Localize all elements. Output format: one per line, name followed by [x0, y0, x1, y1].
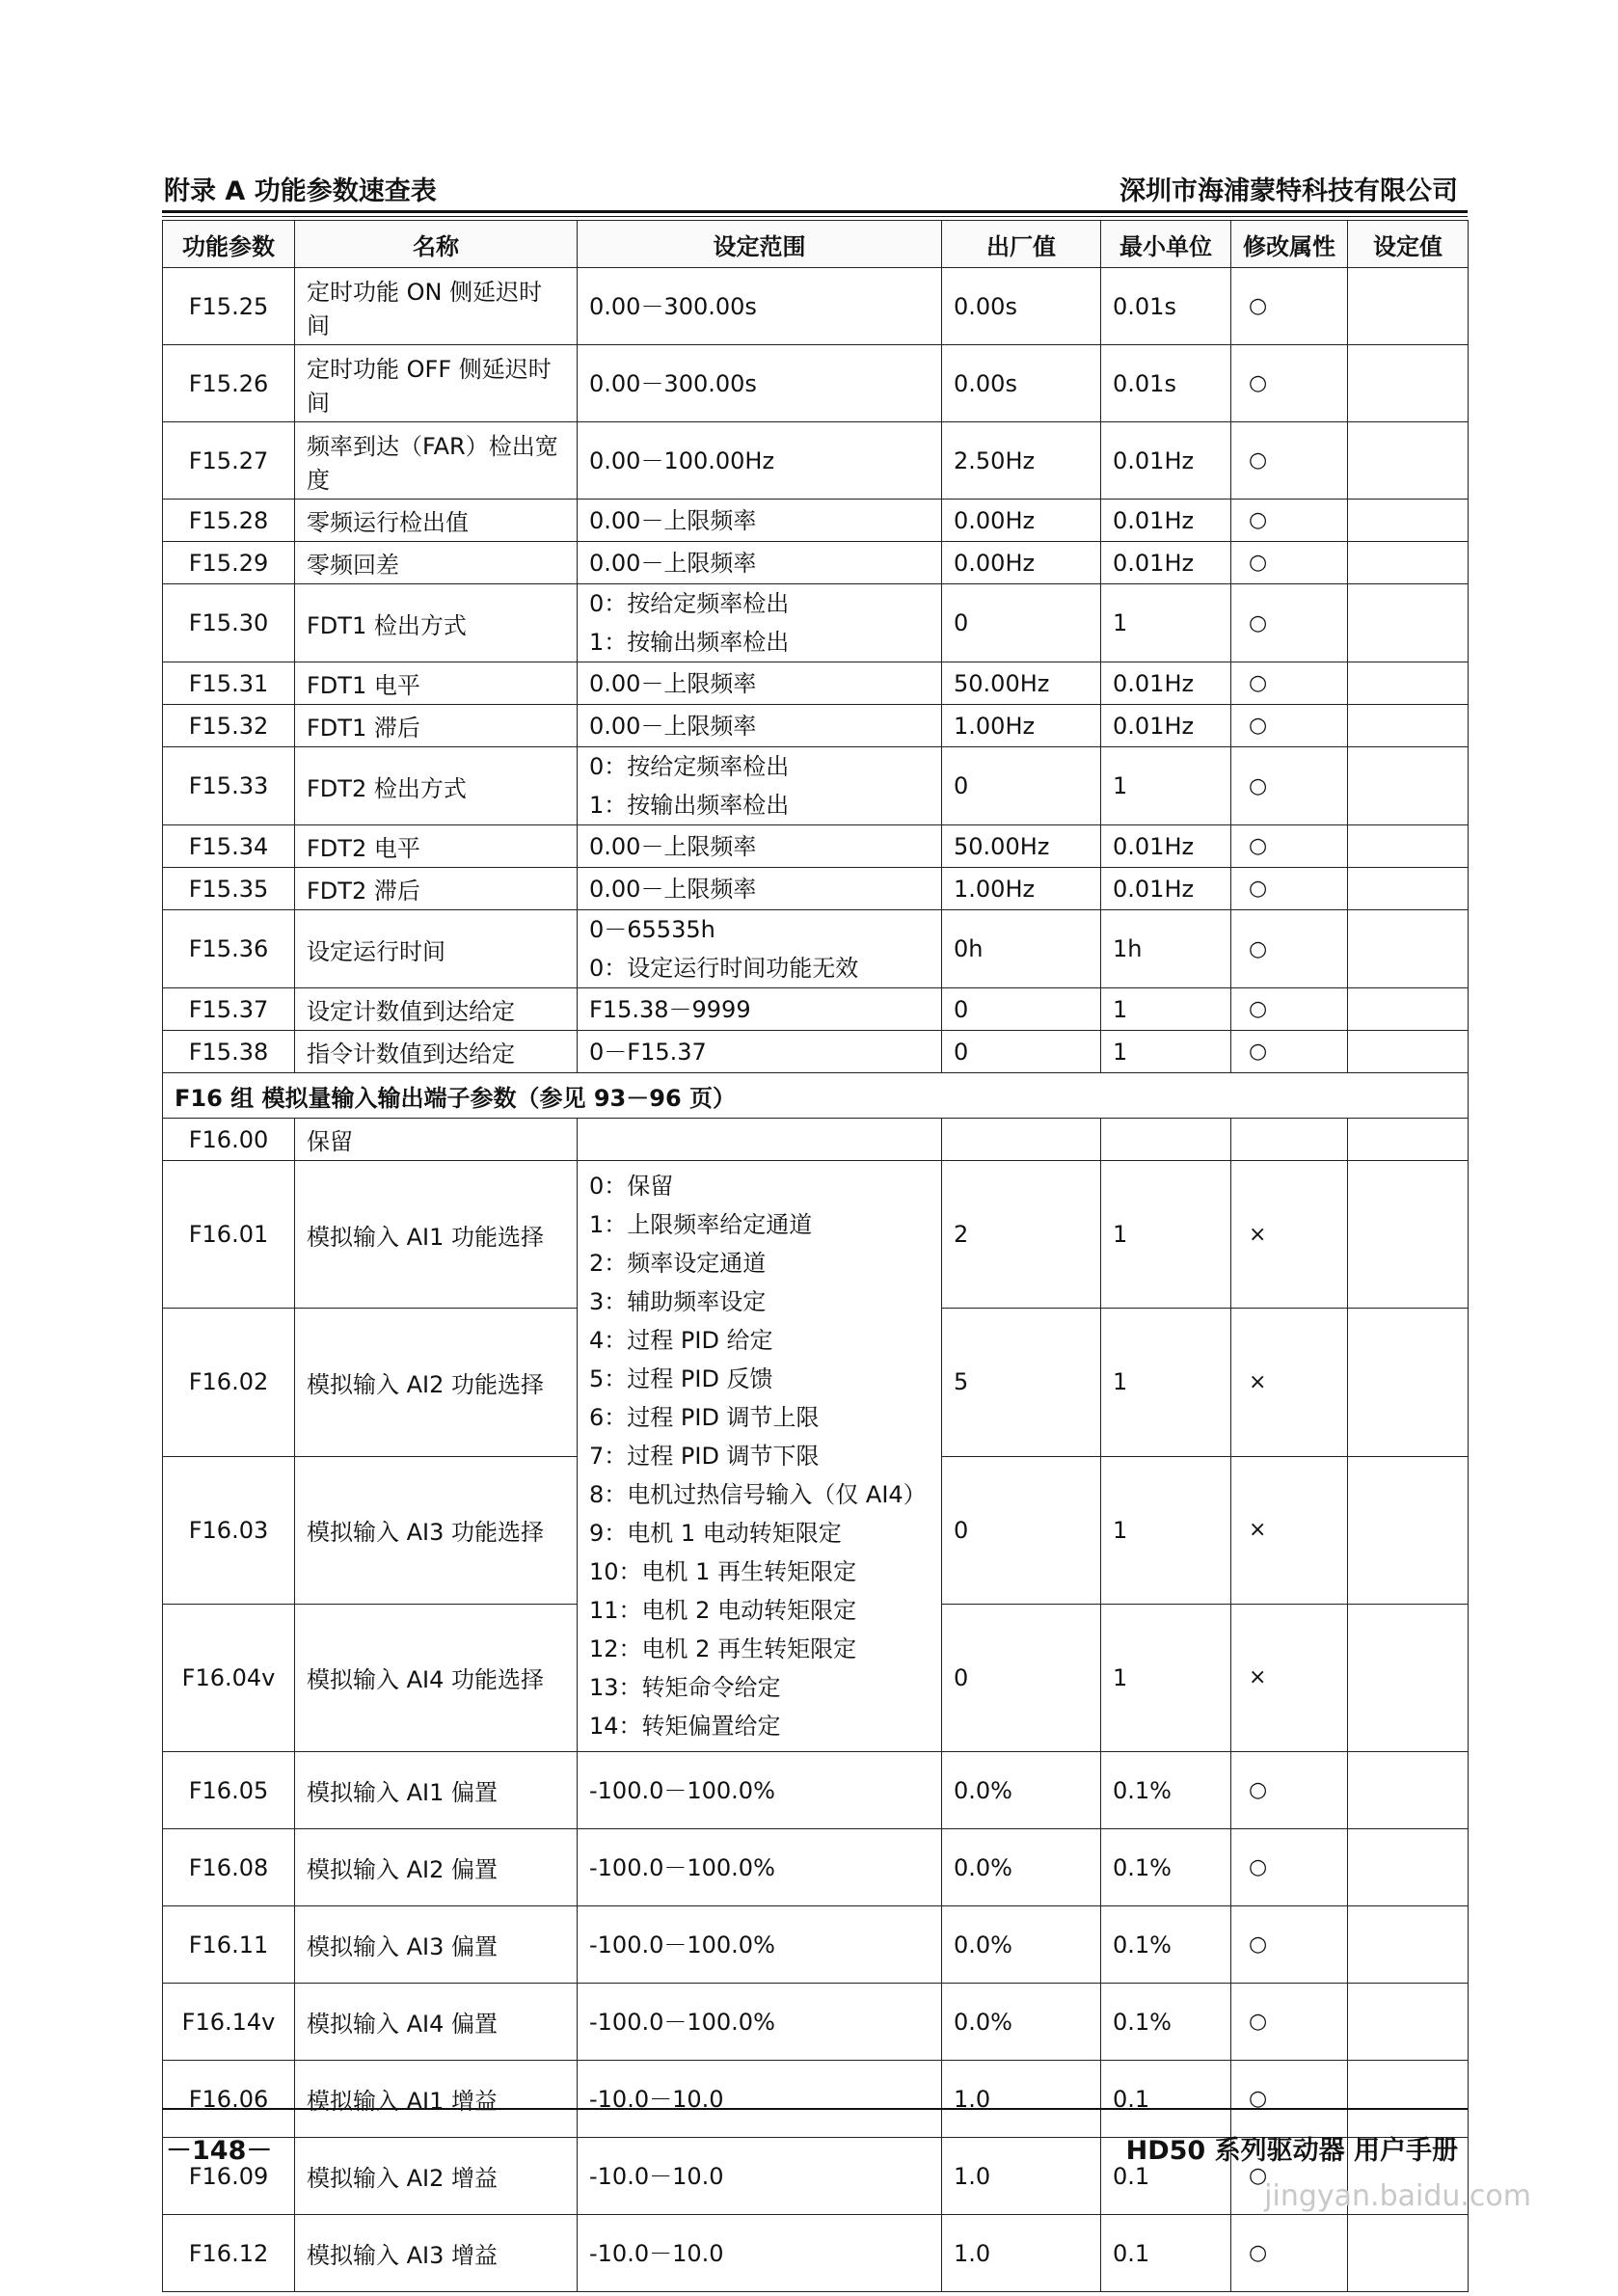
option-line: 13：转矩命令给定: [589, 1674, 781, 1701]
min-unit: 0.1%: [1101, 1906, 1231, 1984]
table-row: [163, 542, 1469, 584]
setting-value-cell: [1348, 662, 1469, 705]
setting-value-cell: [1348, 1604, 1469, 1751]
modify-attribute: ×: [1231, 1456, 1348, 1604]
option-line: 3：辅助频率设定: [589, 1288, 767, 1315]
factory-default: 0: [942, 988, 1101, 1031]
setting-range: [578, 1906, 942, 1984]
min-unit: 0.1: [1101, 2138, 1231, 2215]
table-row: [163, 1829, 1469, 1906]
modify-attribute: ○: [1231, 1984, 1348, 2061]
min-unit: 0.1%: [1101, 1984, 1231, 2061]
setting-range: [578, 868, 942, 910]
modify-attribute: ○: [1231, 1031, 1348, 1073]
param-code: F15.30: [163, 584, 295, 662]
factory-default: 5: [942, 1309, 1101, 1456]
setting-value-cell: [1348, 1752, 1469, 1829]
ai-function-options: [578, 1161, 942, 1752]
param-name: 模拟输入 AI3 增益: [295, 2215, 578, 2292]
min-unit: 0.01Hz: [1101, 542, 1231, 584]
param-code: F15.29: [163, 542, 295, 584]
footer-rule: [162, 2108, 1468, 2110]
range-line: -10.0－10.0: [589, 2162, 724, 2190]
setting-range: [578, 2138, 942, 2215]
setting-value-cell: [1348, 910, 1469, 988]
modify-attribute: ○: [1231, 825, 1348, 868]
setting-value-cell: [1348, 2061, 1469, 2138]
modify-attribute: ○: [1231, 910, 1348, 988]
setting-value-cell: [1348, 1906, 1469, 1984]
setting-range: [578, 747, 942, 825]
range-line: 0.00－300.00s: [589, 292, 757, 320]
option-line: 0：保留: [589, 1173, 674, 1200]
factory-default: 0: [942, 1031, 1101, 1073]
modify-attribute: ○: [1231, 345, 1348, 422]
param-code: F15.33: [163, 747, 295, 825]
min-unit: 1: [1101, 584, 1231, 662]
setting-value-cell: [1348, 2215, 1469, 2292]
setting-range: [578, 584, 942, 662]
table-row: [163, 2061, 1469, 2138]
table-row: [163, 825, 1469, 868]
param-name: 定时功能 ON 侧延迟时间: [295, 268, 578, 345]
param-name: FDT1 滞后: [295, 705, 578, 747]
modify-attribute: ○: [1231, 2138, 1348, 2215]
setting-value-cell: [1348, 1309, 1469, 1456]
setting-range: [578, 2215, 942, 2292]
min-unit: 0.01Hz: [1101, 825, 1231, 868]
modify-attribute: ○: [1231, 268, 1348, 345]
setting-range: [578, 1752, 942, 1829]
param-name: 设定计数值到达给定: [295, 988, 578, 1031]
table-row: [163, 2215, 1469, 2292]
param-name: 模拟输入 AI1 功能选择: [295, 1161, 578, 1309]
option-line: 5：过程 PID 反馈: [589, 1365, 773, 1392]
setting-value-cell: [1348, 747, 1469, 825]
col-header-range: 设定范围: [578, 221, 942, 268]
param-code: F15.38: [163, 1031, 295, 1073]
modify-attribute: ○: [1231, 1752, 1348, 1829]
param-name: FDT2 滞后: [295, 868, 578, 910]
setting-range: [578, 268, 942, 345]
range-line: 0.00－上限频率: [589, 712, 757, 740]
factory-default: 0.0%: [942, 1829, 1101, 1906]
table-row: [163, 662, 1469, 705]
factory-default: 1.00Hz: [942, 868, 1101, 910]
factory-default: 1.0: [942, 2138, 1101, 2215]
min-unit: 0.01Hz: [1101, 422, 1231, 500]
table-row: [163, 422, 1469, 500]
range-line: 0：按给定频率检出: [589, 753, 790, 780]
modify-attribute: ×: [1231, 1604, 1348, 1751]
param-name: FDT2 检出方式: [295, 747, 578, 825]
modify-attribute: ○: [1231, 705, 1348, 747]
param-name: 模拟输入 AI2 增益: [295, 2138, 578, 2215]
setting-range: [578, 910, 942, 988]
setting-value-cell: [1348, 988, 1469, 1031]
range-line: -10.0－10.0: [589, 2239, 724, 2267]
factory-default: 0.00s: [942, 268, 1101, 345]
col-header-name: 名称: [295, 221, 578, 268]
modify-attribute: ○: [1231, 747, 1348, 825]
setting-value-cell: [1348, 584, 1469, 662]
col-header-setting: 设定值: [1348, 221, 1469, 268]
setting-range: [578, 500, 942, 542]
modify-attribute: ○: [1231, 1906, 1348, 1984]
range-line: 0.00－300.00s: [589, 369, 757, 397]
table-row: [163, 910, 1469, 988]
setting-value-cell: [1348, 1984, 1469, 2061]
param-name: 保留: [295, 1119, 578, 1161]
param-code: F16.04v: [163, 1604, 295, 1751]
table-row: [163, 988, 1469, 1031]
param-code: F16.00: [163, 1119, 295, 1161]
table-row: [163, 500, 1469, 542]
min-unit: 0.1%: [1101, 1752, 1231, 1829]
table-row: [163, 868, 1469, 910]
factory-default: 0.0%: [942, 1906, 1101, 1984]
min-unit: 1: [1101, 1161, 1231, 1309]
setting-value-cell: [1348, 705, 1469, 747]
range-line: 0.00－上限频率: [589, 832, 757, 860]
param-name: 模拟输入 AI2 偏置: [295, 1829, 578, 1906]
param-name: 频率到达（FAR）检出宽度: [295, 422, 578, 500]
param-code: F15.37: [163, 988, 295, 1031]
setting-value-cell: [1348, 825, 1469, 868]
range-line: 0.00－上限频率: [589, 549, 757, 577]
table-row: [163, 1984, 1469, 2061]
setting-value-cell: [1348, 422, 1469, 500]
manual-title: HD50 系列驱动器 用户手册: [1125, 2136, 1458, 2166]
setting-value-cell: [1348, 268, 1469, 345]
range-line: 0：设定运行时间功能无效: [589, 955, 859, 982]
factory-default: 2.50Hz: [942, 422, 1101, 500]
min-unit: 0.01Hz: [1101, 868, 1231, 910]
modify-attribute: ○: [1231, 2061, 1348, 2138]
min-unit: 1: [1101, 1456, 1231, 1604]
param-code: F15.35: [163, 868, 295, 910]
range-line: 0.00－100.00Hz: [589, 446, 775, 474]
col-header-code: 功能参数: [163, 221, 295, 268]
param-code: F16.12: [163, 2215, 295, 2292]
group-title: F16 组 模拟量输入输出端子参数（参见 93－96 页）: [163, 1073, 1469, 1119]
table-row: [163, 345, 1469, 422]
range-line: 0.00－上限频率: [589, 875, 757, 903]
option-line: 10：电机 1 再生转矩限定: [589, 1558, 857, 1585]
param-name: 零频回差: [295, 542, 578, 584]
option-line: 6：过程 PID 调节上限: [589, 1404, 820, 1431]
col-header-unit: 最小单位: [1101, 221, 1231, 268]
table-header-row: [163, 221, 1469, 268]
header-rule: [162, 210, 1468, 217]
factory-default: 50.00Hz: [942, 662, 1101, 705]
param-code: F16.02: [163, 1309, 295, 1456]
option-line: 12：电机 2 再生转矩限定: [589, 1635, 857, 1662]
modify-attribute: ○: [1231, 988, 1348, 1031]
modify-attribute: ○: [1231, 662, 1348, 705]
min-unit: 0.1: [1101, 2061, 1231, 2138]
param-name: 设定运行时间: [295, 910, 578, 988]
param-code: F16.14v: [163, 1984, 295, 2061]
option-line: 4：过程 PID 给定: [589, 1327, 773, 1354]
setting-range: [578, 1829, 942, 1906]
factory-default: 1.00Hz: [942, 705, 1101, 747]
setting-value-cell: [1348, 1829, 1469, 1906]
param-code: F16.01: [163, 1161, 295, 1309]
param-code: F15.31: [163, 662, 295, 705]
param-name: FDT1 检出方式: [295, 584, 578, 662]
modify-attribute: ○: [1231, 584, 1348, 662]
table-row: [163, 1119, 1469, 1161]
factory-default: 0: [942, 584, 1101, 662]
min-unit: 0.01Hz: [1101, 662, 1231, 705]
param-name: 零频运行检出值: [295, 500, 578, 542]
param-code: F15.27: [163, 422, 295, 500]
setting-range: [578, 1984, 942, 2061]
range-line: 0.00－上限频率: [589, 506, 757, 534]
modify-attribute: ×: [1231, 1161, 1348, 1309]
setting-value-cell: [1348, 345, 1469, 422]
param-name: 模拟输入 AI4 偏置: [295, 1984, 578, 2061]
setting-value-cell: [1348, 500, 1469, 542]
setting-range: [578, 542, 942, 584]
range-line: -100.0－100.0%: [589, 1931, 775, 1958]
factory-default: 0.00Hz: [942, 542, 1101, 584]
setting-range: [578, 662, 942, 705]
watermark-text: jingyan.baidu.com: [1264, 2179, 1531, 2213]
header-company-name: 深圳市海浦蒙特科技有限公司: [1119, 176, 1458, 206]
range-line: F15.38－9999: [589, 995, 751, 1023]
param-name: 模拟输入 AI3 功能选择: [295, 1456, 578, 1604]
setting-value-cell: [1348, 1031, 1469, 1073]
range-line: -100.0－100.0%: [589, 1776, 775, 1804]
param-code: F16.08: [163, 1829, 295, 1906]
param-name: 模拟输入 AI1 偏置: [295, 1752, 578, 1829]
param-name: FDT2 电平: [295, 825, 578, 868]
header-section-title: 附录 A 功能参数速查表: [164, 176, 437, 206]
table-row: [163, 705, 1469, 747]
min-unit: 0.01Hz: [1101, 500, 1231, 542]
option-line: 14：转矩偏置给定: [589, 1713, 781, 1740]
factory-default: 0h: [942, 910, 1101, 988]
param-code: F15.25: [163, 268, 295, 345]
setting-range: [578, 2061, 942, 2138]
setting-range: [578, 825, 942, 868]
modify-attribute: ○: [1231, 422, 1348, 500]
min-unit: 1: [1101, 747, 1231, 825]
modify-attribute: ×: [1231, 1309, 1348, 1456]
setting-value-cell: [1348, 1119, 1469, 1161]
setting-range: [578, 988, 942, 1031]
option-line: 8：电机过热信号输入（仅 AI4）: [589, 1481, 927, 1508]
factory-default: 1.0: [942, 2215, 1101, 2292]
option-line: 2：频率设定通道: [589, 1250, 767, 1277]
option-line: 11：电机 2 电动转矩限定: [589, 1597, 857, 1624]
factory-default: 0.00Hz: [942, 500, 1101, 542]
min-unit: 1: [1101, 1309, 1231, 1456]
col-header-default: 出厂值: [942, 221, 1101, 268]
option-line: 1：上限频率给定通道: [589, 1211, 813, 1238]
param-code: F15.32: [163, 705, 295, 747]
factory-default: 0.00s: [942, 345, 1101, 422]
setting-range: [578, 1031, 942, 1073]
param-name: 指令计数值到达给定: [295, 1031, 578, 1073]
setting-range: [578, 345, 942, 422]
modify-attribute: ○: [1231, 1829, 1348, 1906]
modify-attribute: ○: [1231, 542, 1348, 584]
factory-default: 2: [942, 1161, 1101, 1309]
min-unit: 0.1: [1101, 2215, 1231, 2292]
range-line: 1：按输出频率检出: [589, 792, 790, 819]
param-name: 模拟输入 AI1 增益: [295, 2061, 578, 2138]
modify-attribute: ○: [1231, 500, 1348, 542]
param-name: 模拟输入 AI2 功能选择: [295, 1309, 578, 1456]
param-name: 定时功能 OFF 侧延迟时间: [295, 345, 578, 422]
min-unit: 0.01s: [1101, 268, 1231, 345]
table-row: [163, 584, 1469, 662]
setting-range: [578, 422, 942, 500]
param-code: F16.05: [163, 1752, 295, 1829]
setting-value-cell: [1348, 542, 1469, 584]
param-code: F16.11: [163, 1906, 295, 1984]
setting-range: [578, 705, 942, 747]
range-line: -100.0－100.0%: [589, 2008, 775, 2036]
table-row: [163, 1752, 1469, 1829]
min-unit: 0.01Hz: [1101, 705, 1231, 747]
min-unit: 1h: [1101, 910, 1231, 988]
col-header-attr: 修改属性: [1231, 221, 1348, 268]
factory-default: 0: [942, 1456, 1101, 1604]
param-code: F15.26: [163, 345, 295, 422]
min-unit: 0.1%: [1101, 1829, 1231, 1906]
option-line: 7：过程 PID 调节下限: [589, 1443, 820, 1470]
param-name: FDT1 电平: [295, 662, 578, 705]
page-number: －148－: [166, 2136, 273, 2166]
factory-default: 1.0: [942, 2061, 1101, 2138]
factory-default: 0: [942, 1604, 1101, 1751]
range-line: 0－65535h: [589, 916, 715, 943]
range-line: -10.0－10.0: [589, 2085, 724, 2113]
range-line: 1：按输出频率检出: [589, 629, 790, 656]
param-code: F16.03: [163, 1456, 295, 1604]
min-unit: 0.01s: [1101, 345, 1231, 422]
min-unit: 1: [1101, 988, 1231, 1031]
min-unit: 1: [1101, 1031, 1231, 1073]
param-code: F15.28: [163, 500, 295, 542]
param-name: 模拟输入 AI3 偏置: [295, 1906, 578, 1984]
param-code: F15.34: [163, 825, 295, 868]
setting-value-cell: [1348, 1456, 1469, 1604]
factory-default: 0: [942, 747, 1101, 825]
table-row: [163, 747, 1469, 825]
factory-default: 0.0%: [942, 1752, 1101, 1829]
factory-default: 50.00Hz: [942, 825, 1101, 868]
parameter-table: [162, 220, 1469, 2292]
group-row: [163, 1073, 1469, 1119]
option-line: 9：电机 1 电动转矩限定: [589, 1520, 842, 1547]
setting-value-cell: [1348, 1161, 1469, 1309]
table-row: [163, 1906, 1469, 1984]
param-name: 模拟输入 AI4 功能选择: [295, 1604, 578, 1751]
modify-attribute: ○: [1231, 868, 1348, 910]
range-line: 0－F15.37: [589, 1038, 707, 1066]
table-row: [163, 1161, 1469, 1309]
param-code: F16.09: [163, 2138, 295, 2215]
range-line: 0.00－上限频率: [589, 669, 757, 697]
min-unit: 1: [1101, 1604, 1231, 1751]
param-code: F16.06: [163, 2061, 295, 2138]
factory-default: 0.0%: [942, 1984, 1101, 2061]
range-line: 0：按给定频率检出: [589, 590, 790, 617]
table-row: [163, 268, 1469, 345]
table-row: [163, 1031, 1469, 1073]
modify-attribute: ○: [1231, 2215, 1348, 2292]
param-code: F15.36: [163, 910, 295, 988]
range-line: -100.0－100.0%: [589, 1853, 775, 1881]
setting-value-cell: [1348, 868, 1469, 910]
